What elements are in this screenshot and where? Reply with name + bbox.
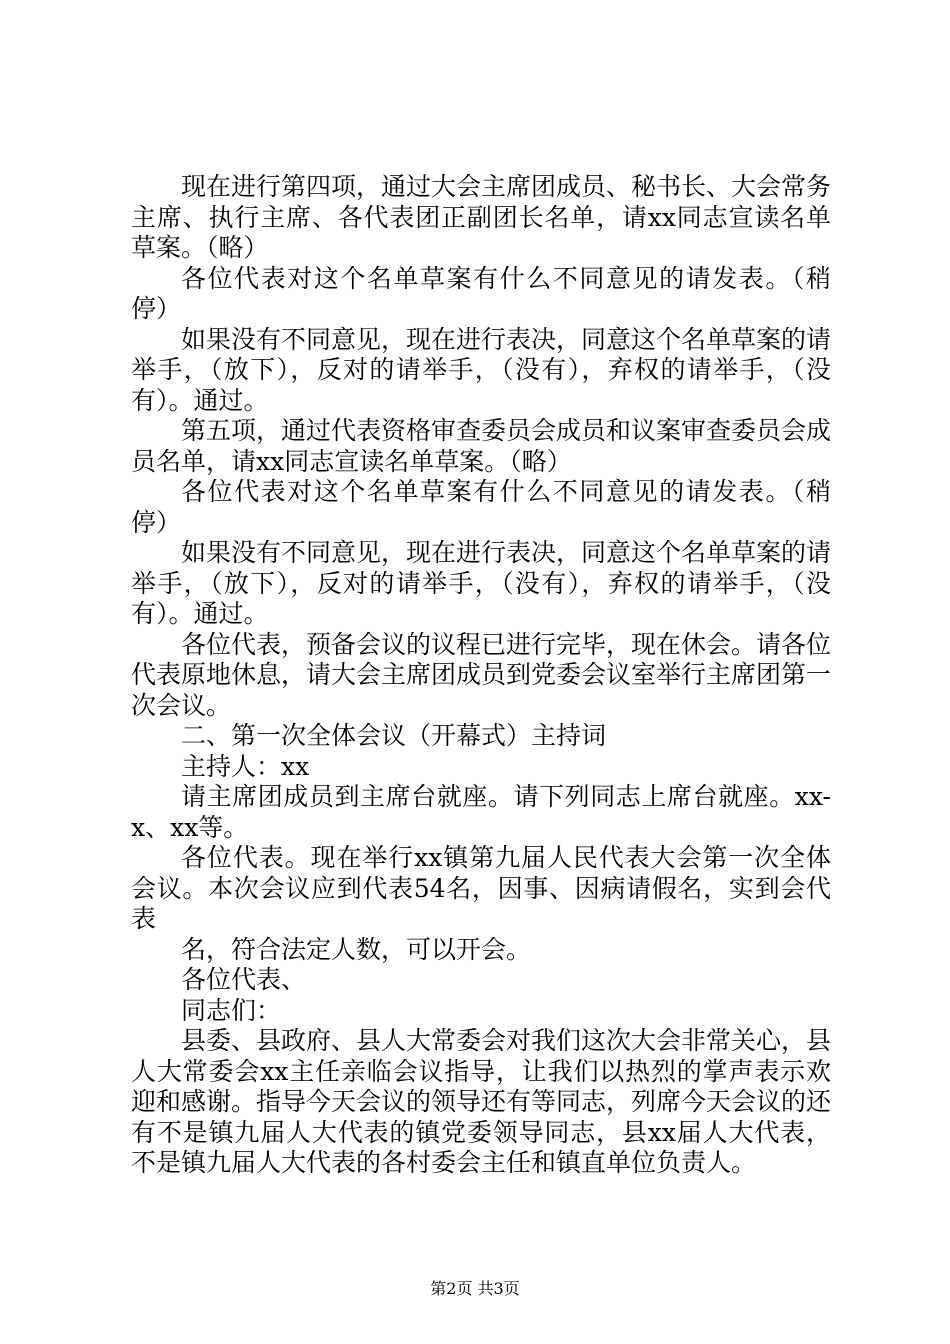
paragraph-quorum: 名，符合法定人数，可以开会。 (181, 934, 532, 964)
paragraph-item-4-list: 现在进行第四项，通过大会主席团成员、秘书长、大会常务主席、执行主席、各代表团正副团长名单，请xx同志宣读名单草案。（略） (131, 172, 832, 262)
paragraph-welcome: 县委、县政府、县人大常委会对我们这次大会非常关心，县人大常委会xx主任亲临会议指导，让我们以热烈的掌声表示欢迎和感谢。指导今天会议的领导还有等同志，列席今天会议的还有不是镇九届人大代表的镇党委领导同志，县xx届人大代表，不是镇九届人大代表的各村委会主任和镇直单位负责人。 (131, 1026, 832, 1177)
paragraph-recess: 各位代表，预备会议的议程已进行完毕，现在休会。请各位代表原地休息，请大会主席团成员到党委会议室举行主席团第一次会议。 (131, 629, 832, 720)
paragraph-seating: 请主席团成员到主席台就座。请下列同志上席台就座。xx-x、xx等。 (131, 782, 831, 842)
paragraph-vote-2: 如果没有不同意见，现在进行表决，同意这个名单草案的请举手，（放下），反对的请举手，（没有），弃权的请举手，（没有）。通过。 (131, 538, 832, 628)
salutation-comrades: 同志们： (181, 995, 282, 1025)
paragraph-item-5-list: 第五项，通过代表资格审查委员会成员和议案审查委员会成员名单，请xx同志宣读名单草案。（略） (131, 416, 832, 476)
paragraph-comment-request: 各位代表对这个名单草案有什么不同意见的请发表。（稍停） (131, 263, 831, 323)
page-number-footer: 第2页 共3页 (430, 1279, 520, 1298)
paragraph-vote: 如果没有不同意见，现在进行表决，同意这个名单草案的请举手，（放下），反对的请举手，（没有），弃权的请举手，（没有）。通过。 (131, 324, 832, 415)
host-line: 主持人：xx (181, 751, 310, 781)
paragraph-opening: 各位代表。现在举行xx镇第九届人民代表大会第一次全体会议。本次会议应到代表54名，因事、因病请假名，实到会代表 (131, 843, 831, 933)
paragraph-comment-request-2: 各位代表对这个名单草案有什么不同意见的请发表。（稍停） (131, 477, 831, 537)
salutation-delegates: 各位代表、 (181, 965, 307, 994)
section-heading: 二、第一次全体会议（开幕式）主持词 (181, 721, 607, 750)
document-body (131, 172, 831, 1179)
